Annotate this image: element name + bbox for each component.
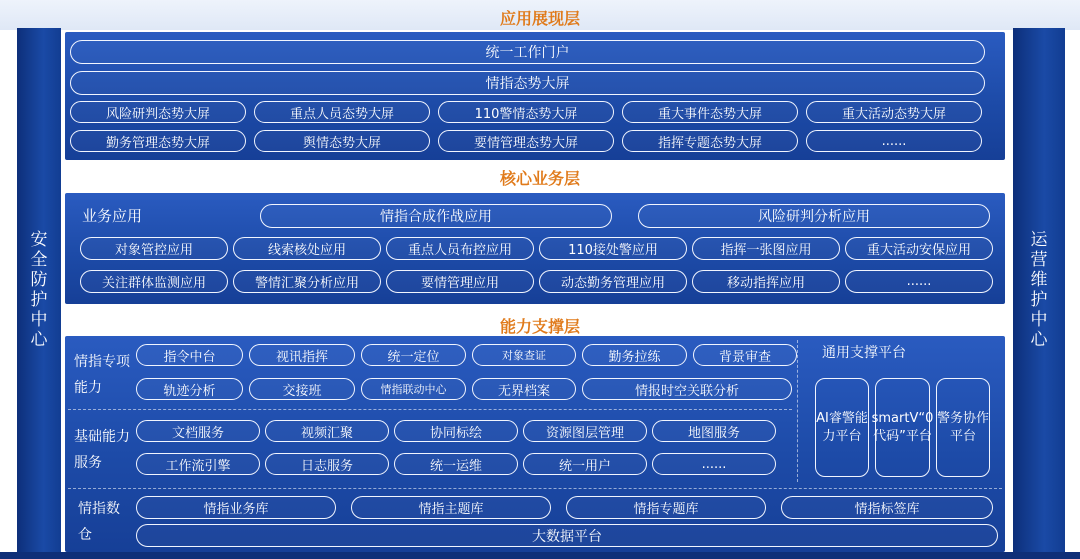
- module-pill: 交接班: [249, 378, 355, 400]
- data-warehouse-label: 情指数仓: [78, 501, 120, 543]
- module-pill: 指挥专题态势大屏: [622, 130, 798, 152]
- divider: [68, 409, 792, 410]
- module-pill: 指令中台: [136, 344, 243, 366]
- ai-platform: AI睿警能力平台: [815, 378, 869, 477]
- module-pill: 情指主题库: [351, 496, 551, 519]
- module-pill: 关注群体监测应用: [80, 270, 228, 293]
- business-app-label: 业务应用: [82, 207, 143, 225]
- module-pill: ......: [652, 453, 776, 475]
- security-center-pillar: [17, 28, 61, 552]
- module-pill: 指挥一张图应用: [692, 237, 840, 260]
- application-layer-title: 应用展现层: [499, 9, 580, 28]
- module-pill: 视频汇聚: [265, 420, 389, 442]
- basic-capability-label: 基础能力服务: [74, 429, 130, 471]
- module-pill: 情指联动中心: [361, 378, 466, 400]
- core-top-app: 风险研判分析应用: [638, 204, 990, 228]
- bottom-bar: [0, 552, 1080, 559]
- police-collab-platform: 警务协作平台: [936, 378, 990, 477]
- module-pill: 统一用户: [523, 453, 647, 475]
- module-pill: ......: [806, 130, 982, 152]
- module-pill: 重大活动安保应用: [845, 237, 993, 260]
- general-platform-title: 通用支撑平台: [822, 345, 906, 361]
- module-pill: 对象查证: [472, 344, 576, 366]
- module-pill: 重点人员态势大屏: [254, 101, 430, 123]
- module-pill: 统一定位: [361, 344, 466, 366]
- module-pill: 情报时空关联分析: [582, 378, 792, 400]
- module-pill: 动态勤务管理应用: [539, 270, 687, 293]
- module-pill: 工作流引擎: [136, 453, 260, 475]
- module-pill: 舆情态势大屏: [254, 130, 430, 152]
- security-center-label: 安全防护中心: [30, 230, 48, 350]
- module-pill: 110警情态势大屏: [438, 101, 614, 123]
- module-pill: 无界档案: [472, 378, 576, 400]
- module-pill: 重大事件态势大屏: [622, 101, 798, 123]
- module-pill: 勤务管理态势大屏: [70, 130, 246, 152]
- module-pill: 协同标绘: [394, 420, 518, 442]
- module-pill: 要情管理应用: [386, 270, 534, 293]
- module-pill: ......: [845, 270, 993, 293]
- module-pill: 地图服务: [652, 420, 776, 442]
- core-layer-title: 核心业务层: [499, 169, 580, 188]
- situation-big-screen: 情指态势大屏: [70, 71, 985, 95]
- module-pill: 移动指挥应用: [692, 270, 840, 293]
- module-pill: 文档服务: [136, 420, 260, 442]
- module-pill: 勤务拉练: [582, 344, 687, 366]
- module-pill: 重点人员布控应用: [386, 237, 534, 260]
- module-pill: 重大活动态势大屏: [806, 101, 982, 123]
- module-pill: 情指标签库: [781, 496, 993, 519]
- module-pill: 情指业务库: [136, 496, 336, 519]
- module-pill: 情指专题库: [566, 496, 766, 519]
- big-data-platform: 大数据平台: [136, 524, 998, 547]
- special-capability-label: 情指专项能力: [74, 354, 130, 396]
- module-pill: 统一运维: [394, 453, 518, 475]
- module-pill: 视讯指挥: [249, 344, 355, 366]
- core-top-app: 情指合成作战应用: [260, 204, 612, 228]
- operations-center-pillar: [1013, 28, 1065, 552]
- module-pill: 对象管控应用: [80, 237, 228, 260]
- unified-portal: 统一工作门户: [70, 40, 985, 64]
- module-pill: 警情汇聚分析应用: [233, 270, 381, 293]
- smartv-platform: smartV“0代码”平台: [875, 378, 930, 477]
- divider: [68, 488, 1002, 489]
- module-pill: 要情管理态势大屏: [438, 130, 614, 152]
- module-pill: 资源图层管理: [523, 420, 647, 442]
- module-pill: 110接处警应用: [539, 237, 687, 260]
- capability-layer-title: 能力支撑层: [499, 317, 580, 336]
- module-pill: 风险研判态势大屏: [70, 101, 246, 123]
- operations-center-label: 运营维护中心: [1030, 230, 1048, 350]
- module-pill: 背景审查: [693, 344, 797, 366]
- module-pill: 日志服务: [265, 453, 389, 475]
- module-pill: 线索核处应用: [233, 237, 381, 260]
- module-pill: 轨迹分析: [136, 378, 243, 400]
- divider-vertical: [797, 340, 798, 482]
